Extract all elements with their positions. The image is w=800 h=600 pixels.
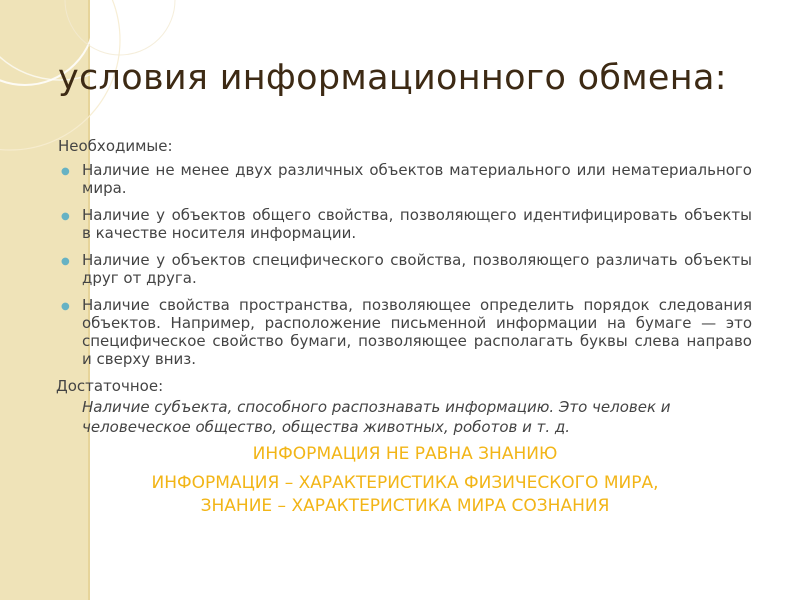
list-item (58, 296, 752, 368)
bullet-dot-icon: ● (61, 256, 70, 267)
sufficient-text: Наличие субъекта, способного распознавать информацию. Это человек и человеческое общество, общества животных, роботов и т. д. (82, 398, 671, 436)
list-item (58, 206, 752, 242)
list-item-text: Наличие свойства пространства, позволяющее определить порядок следования объектов. Например, расположение письменной информации на бумаге — это специфическое свойство бумаги, позволяющее располагать буквы слева направо и сверху вниз. (82, 296, 752, 368)
list-item-text: Наличие у объектов специфического свойства, позволяющего различать объекты друг от друга. (82, 251, 752, 287)
list-item (58, 161, 752, 197)
bullet-dot-icon: ● (61, 211, 70, 222)
highlight-statement-1: ИНФОРМАЦИЯ НЕ РАВНА ЗНАНИЮ (252, 444, 558, 464)
bullet-dot-icon: ● (61, 166, 70, 177)
list-item-text: Наличие у объектов общего свойства, позволяющего идентифицировать объекты в качестве носителя информации. (82, 206, 752, 242)
bullet-dot-icon: ● (61, 301, 70, 312)
slide-title: условия информационного обмена: (58, 58, 727, 98)
necessary-list (58, 161, 752, 368)
highlight-statement-2 (58, 472, 752, 518)
list-item-text: Наличие не менее двух различных объектов материального или нематериального мира. (82, 161, 752, 197)
slide-content (58, 137, 752, 518)
list-item (58, 251, 752, 287)
highlight-statement-2-line-1: ИНФОРМАЦИЯ – ХАРАКТЕРИСТИКА ФИЗИЧЕСКОГО МИРА, (151, 473, 659, 493)
highlight-statement-2-line-2: ЗНАНИЕ – ХАРАКТЕРИСТИКА МИРА СОЗНАНИЯ (200, 496, 610, 516)
necessary-label: Необходимые: (58, 137, 173, 155)
sufficient-label: Достаточное: (56, 377, 164, 395)
